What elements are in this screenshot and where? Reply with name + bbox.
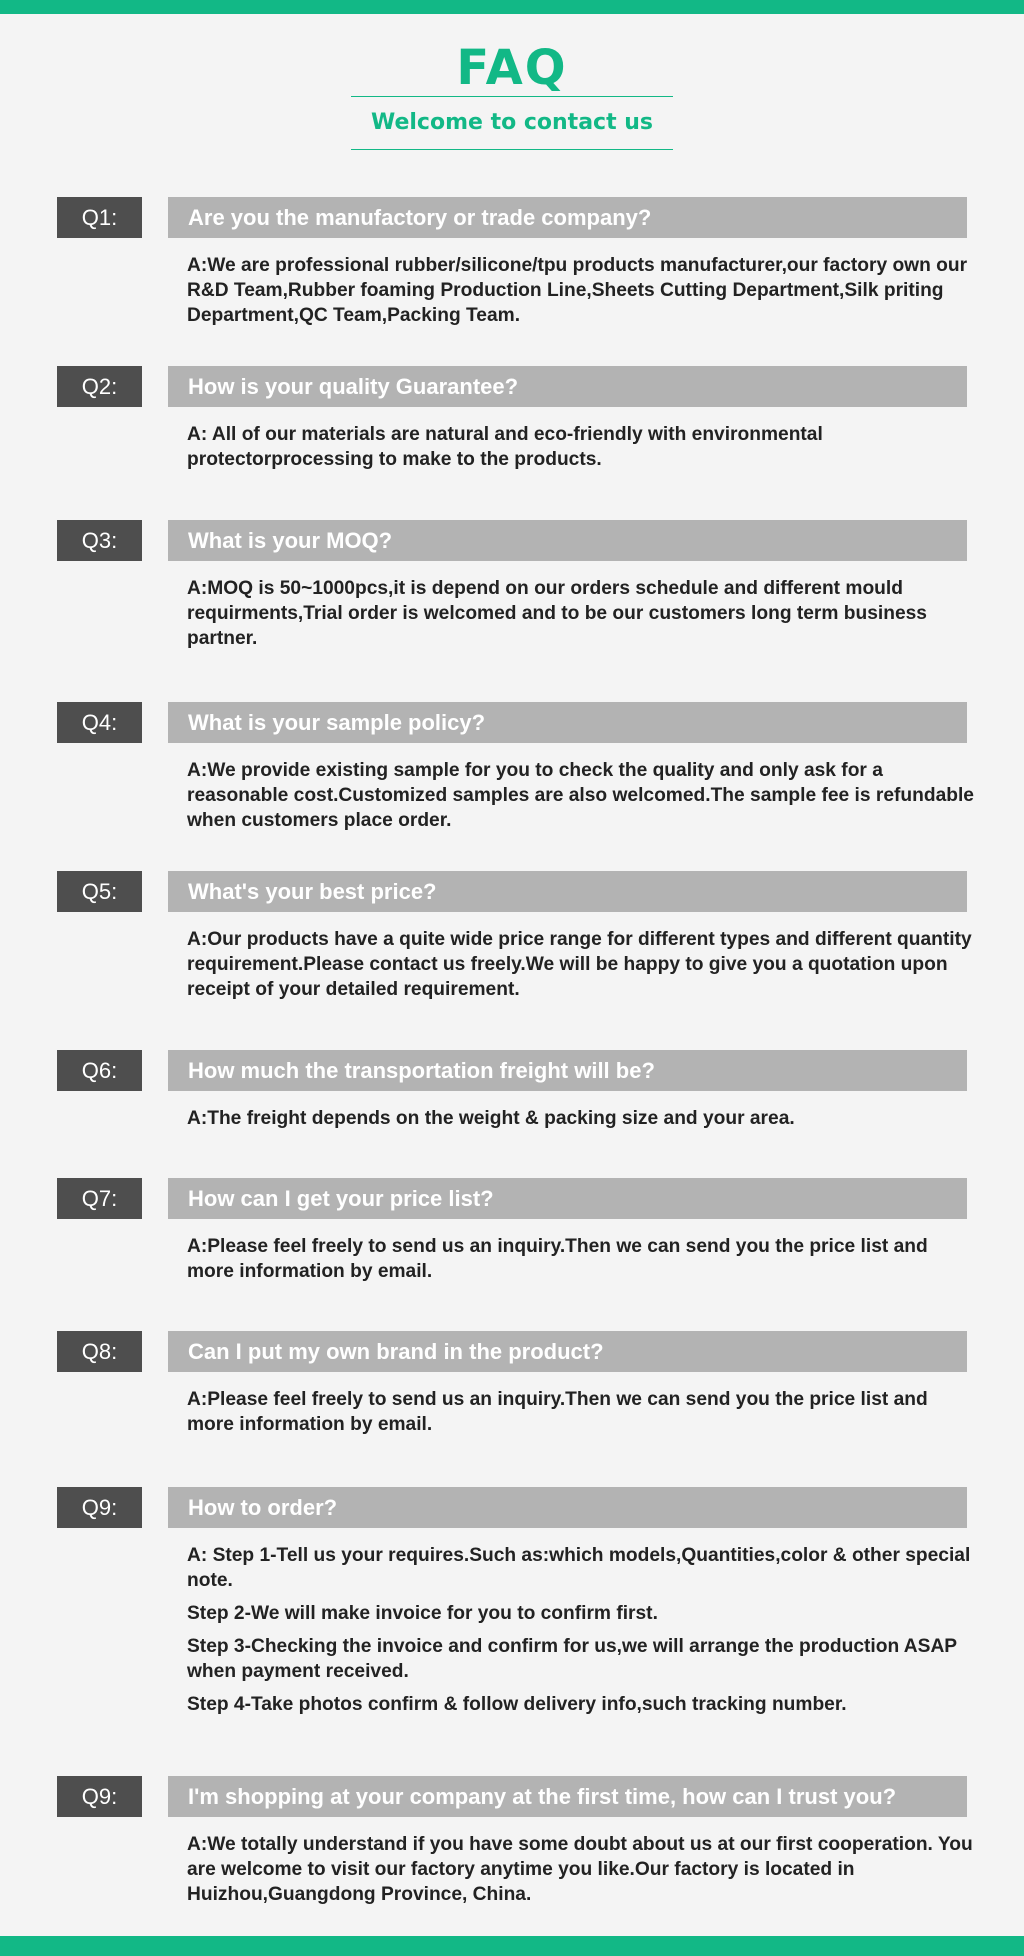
question-number-badge: Q1: (57, 197, 142, 238)
page-title: FAQ (456, 40, 568, 96)
question-number-badge: Q5: (57, 871, 142, 912)
answer-step-3: Step 3-Checking the invoice and confirm for us,we will arrange the production ASAP when payment received. (187, 1636, 957, 1682)
answer-paragraph: A:Our products have a quite wide price range for different types and different quantity requirement.Please contact us freely.We will be happy to give you a quotation upon receipt of your detailed requirement. (187, 929, 972, 1000)
answer-paragraph: A:The freight depends on the weight & packing size and your area. (187, 1108, 795, 1129)
answer-text (187, 1106, 977, 1131)
answer-text (187, 576, 977, 651)
question-number-badge: Q3: (57, 520, 142, 561)
answer-step-2: Step 2-We will make invoice for you to confirm first. (187, 1603, 658, 1624)
answer-text (187, 758, 977, 833)
answer-text (187, 927, 977, 1002)
answer-paragraph: A: All of our materials are natural and eco-friendly with environmental protectorprocessing to make to the products. (187, 424, 823, 470)
answer-text (187, 1543, 977, 1717)
answer-text (187, 422, 977, 472)
answer-paragraph: A:Please feel freely to send us an inquiry.Then we can send you the price list and more information by email. (187, 1236, 928, 1282)
question-heading: Can I put my own brand in the product? (168, 1331, 967, 1372)
header-divider-bottom (351, 149, 673, 150)
question-number-badge: Q4: (57, 702, 142, 743)
answer-step-4: Step 4-Take photos confirm & follow delivery info,such tracking number. (187, 1694, 847, 1715)
question-number-badge: Q8: (57, 1331, 142, 1372)
question-heading: Are you the manufactory or trade company? (168, 197, 967, 238)
question-heading: How is your quality Guarantee? (168, 366, 967, 407)
question-heading: What is your sample policy? (168, 702, 967, 743)
question-number-badge: Q2: (57, 366, 142, 407)
answer-text (187, 1387, 977, 1437)
question-heading: What is your MOQ? (168, 520, 967, 561)
answer-paragraph: A:Please feel freely to send us an inquiry.Then we can send you the price list and more information by email. (187, 1389, 928, 1435)
question-heading: What's your best price? (168, 871, 967, 912)
question-number-badge: Q6: (57, 1050, 142, 1091)
answer-text (187, 1234, 977, 1284)
answer-text (187, 253, 977, 328)
answer-paragraph: A:We are professional rubber/silicone/tpu products manufacturer,our factory own our R&D Team,Rubber foaming Production Line,Sheets Cutting Department,Silk priting Department,QC Team,Packing Team. (187, 255, 968, 326)
bottom-accent-bar (0, 1936, 1024, 1956)
page-subtitle: Welcome to contact us (370, 110, 654, 135)
answer-paragraph: A:We totally understand if you have some doubt about us at our first cooperation. You are welcome to visit our factory anytime you like.Our factory is located in Huizhou,Guangdong Province, China. (187, 1834, 973, 1905)
answer-paragraph: A:We provide existing sample for you to check the quality and only ask for a reasonable cost.Customized samples are also welcomed.The sample fee is refundable when customers place order. (187, 760, 974, 831)
question-heading: How much the transportation freight will be? (168, 1050, 967, 1091)
question-heading: How to order? (168, 1487, 967, 1528)
page-header (0, 40, 1024, 150)
answer-step-1: A: Step 1-Tell us your requires.Such as:which models,Quantities,color & other special note. (187, 1545, 971, 1591)
question-number-badge: Q9: (57, 1487, 142, 1528)
question-heading: How can I get your price list? (168, 1178, 967, 1219)
answer-text (187, 1832, 977, 1907)
question-number-badge: Q9: (57, 1776, 142, 1817)
answer-paragraph: A:MOQ is 50~1000pcs,it is depend on our orders schedule and different mould requirments,Trial order is welcomed and to be our customers long term business partner. (187, 578, 927, 649)
question-number-badge: Q7: (57, 1178, 142, 1219)
top-accent-bar (0, 0, 1024, 14)
question-heading: I'm shopping at your company at the first time, how can I trust you? (168, 1776, 967, 1817)
